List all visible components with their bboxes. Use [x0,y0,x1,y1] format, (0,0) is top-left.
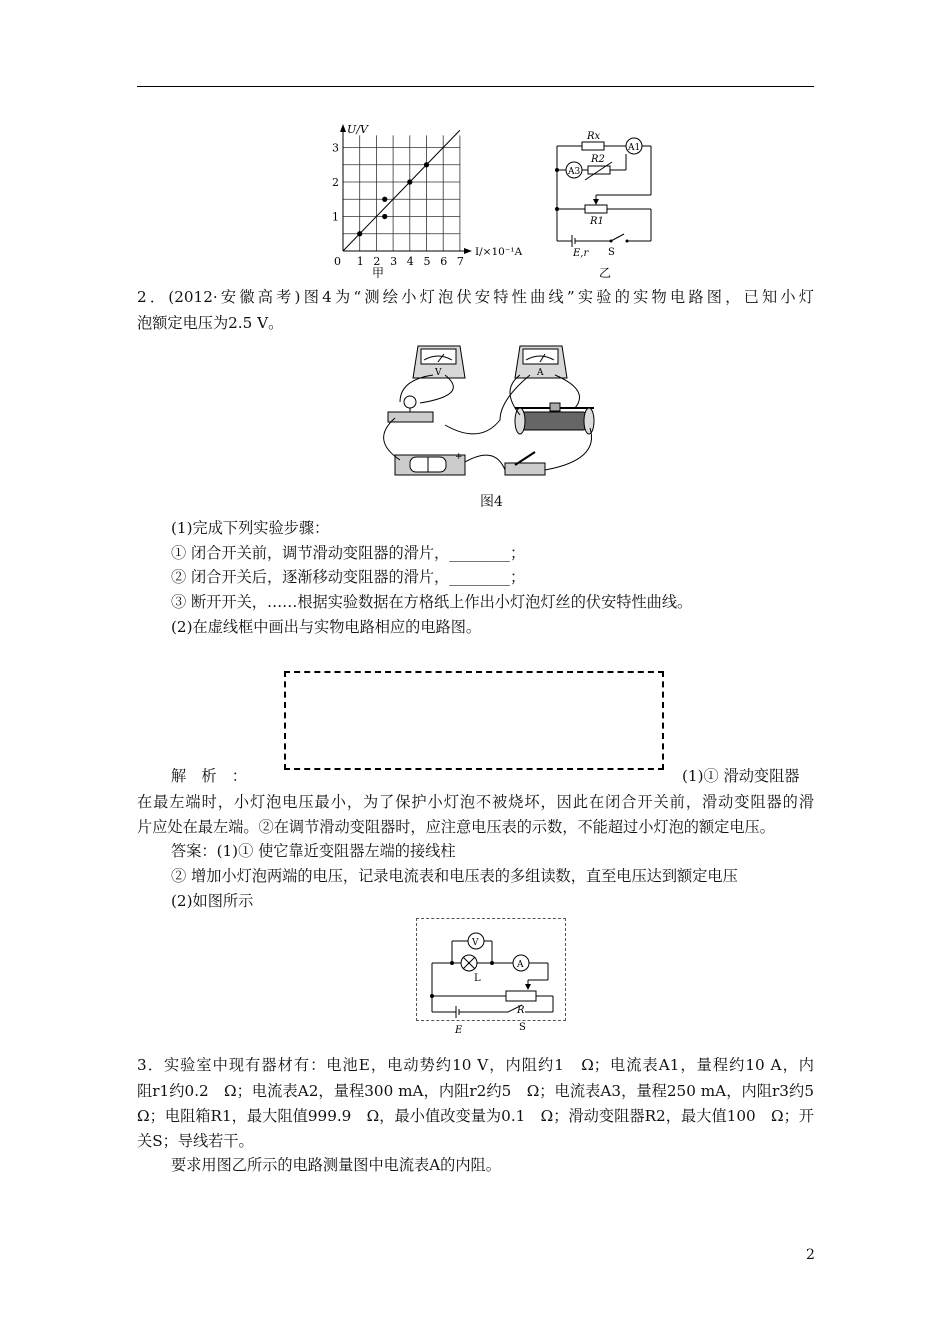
y-axis-label: U/V [347,123,368,136]
x-tick-label: 3 [390,255,398,268]
q3-line2: 阻r1约0.2 Ω；电流表A2，量程300 mA，内阻r2约5 Ω；电流表A3，量程250 mA，内阻r3约5 [137,1082,814,1100]
solution-line2: 在最左端时，小灯泡电压最小，为了保护小灯泡不被烧坏，因此在闭合开关前，滑动变阻器的滑 [137,793,814,811]
figure4-caption: 图4 [480,494,503,510]
label-r2: R2 [591,154,605,165]
voltmeter-label: V [435,368,442,378]
label-r1: R1 [590,216,604,227]
label-a1: A1 [628,143,641,153]
solution-line3: 片应处在最左端。②在调节滑动变阻器时，应注意电压表的示数，不能超过小灯泡的额定电压。 [137,818,775,836]
graph-jia [325,118,523,280]
q2-step3: ③ 断开开关，……根据实验数据在方格纸上作出小灯泡灯丝的伏安特性曲线。 [171,593,693,611]
label-a: A [517,960,524,970]
r1-rheostat [585,205,607,213]
label-a3: A3 [568,167,581,177]
answer-line3: (2)如图所示 [171,892,254,910]
drawing-box [284,671,664,770]
x-axis-label: I/×10⁻¹A [475,246,523,258]
label-r: R [517,1005,525,1016]
x-tick-label: 2 [373,255,381,268]
figure4-physical-circuit [375,335,605,485]
q2-step1: ① 闭合开关前，调节滑动变阻器的滑片，________； [171,544,526,562]
y-tick-label: 1 [332,210,339,224]
label-switch: S [608,247,615,258]
q3-line3: Ω；电阻箱R1，最大阻值999.9 Ω，最小值改变量为0.1 Ω；滑动变阻器R2，最大值100 Ω；开 [137,1107,814,1125]
label-source: E,r [573,248,589,259]
x-tick-label: 5 [423,255,431,268]
answer-line1: 答案：(1)① 使它靠近变阻器左端的接线柱 [171,842,456,860]
q2-line1: 2．(2012·安徽高考)图4为“测绘小灯泡伏安特性曲线”实验的实物电路图，已知小灯 [137,288,814,306]
rx-resistor [582,142,604,150]
answer-line2: ② 增加小灯泡两端的电压，记录电流表和电压表的多组读数，直至电压达到额定电压 [171,867,738,885]
header-rule [137,86,814,87]
data-point [357,231,362,236]
rheostat-r [506,991,536,1001]
answer-circuit [416,918,566,1036]
page-number: 2 [806,1247,815,1263]
data-point [382,214,387,219]
label-l: L [474,973,481,984]
q2-step2: ② 闭合开关后，逐渐移动变阻器的滑片，________； [171,568,526,586]
q2-part2: (2)在虚线框中画出与实物电路相应的电路图。 [171,618,482,636]
x-tick-label: 4 [406,255,414,268]
data-point [407,179,412,184]
solution-line1-right: (1)① 滑动变阻器 [682,767,800,785]
r2-variable-resistor [588,166,610,174]
label-s: S [519,1022,526,1033]
data-point [424,162,429,167]
ammeter-label: A [537,368,544,378]
label-rx: Rx [587,131,601,142]
y-tick-label: 2 [332,176,339,189]
x-tick-label: 0 [334,255,341,268]
q2-line2: 泡额定电压为2.5 V。 [137,314,284,332]
x-tick-label: 6 [440,255,448,268]
knife-switch [505,452,545,475]
q3-line5: 要求用图乙所示的电路测量图中电流表A的内阻。 [171,1156,501,1174]
circuit-caption: 乙 [599,266,612,280]
battery-plus: + [455,452,463,462]
q3-line4: 关S；导线若干。 [137,1132,254,1150]
x-tick-label: 7 [456,255,464,268]
circuit-yi [550,122,660,278]
q2-part1: (1)完成下列实验步骤： [171,519,330,537]
label-v: V [472,938,479,948]
data-point [382,197,387,202]
rheostat [515,403,594,434]
q3-line1: 3．实验室中现有器材有：电池E，电动势约10 V，内阻约1 Ω；电流表A1，量程约10 A，内 [137,1056,814,1074]
label-e: E [455,1025,463,1036]
graph-caption: 甲 [372,266,385,280]
x-tick-label: 1 [356,255,364,268]
switch-s [611,234,624,241]
solution-label: 解 析 ： [171,767,247,785]
y-tick-label: 3 [332,141,339,155]
